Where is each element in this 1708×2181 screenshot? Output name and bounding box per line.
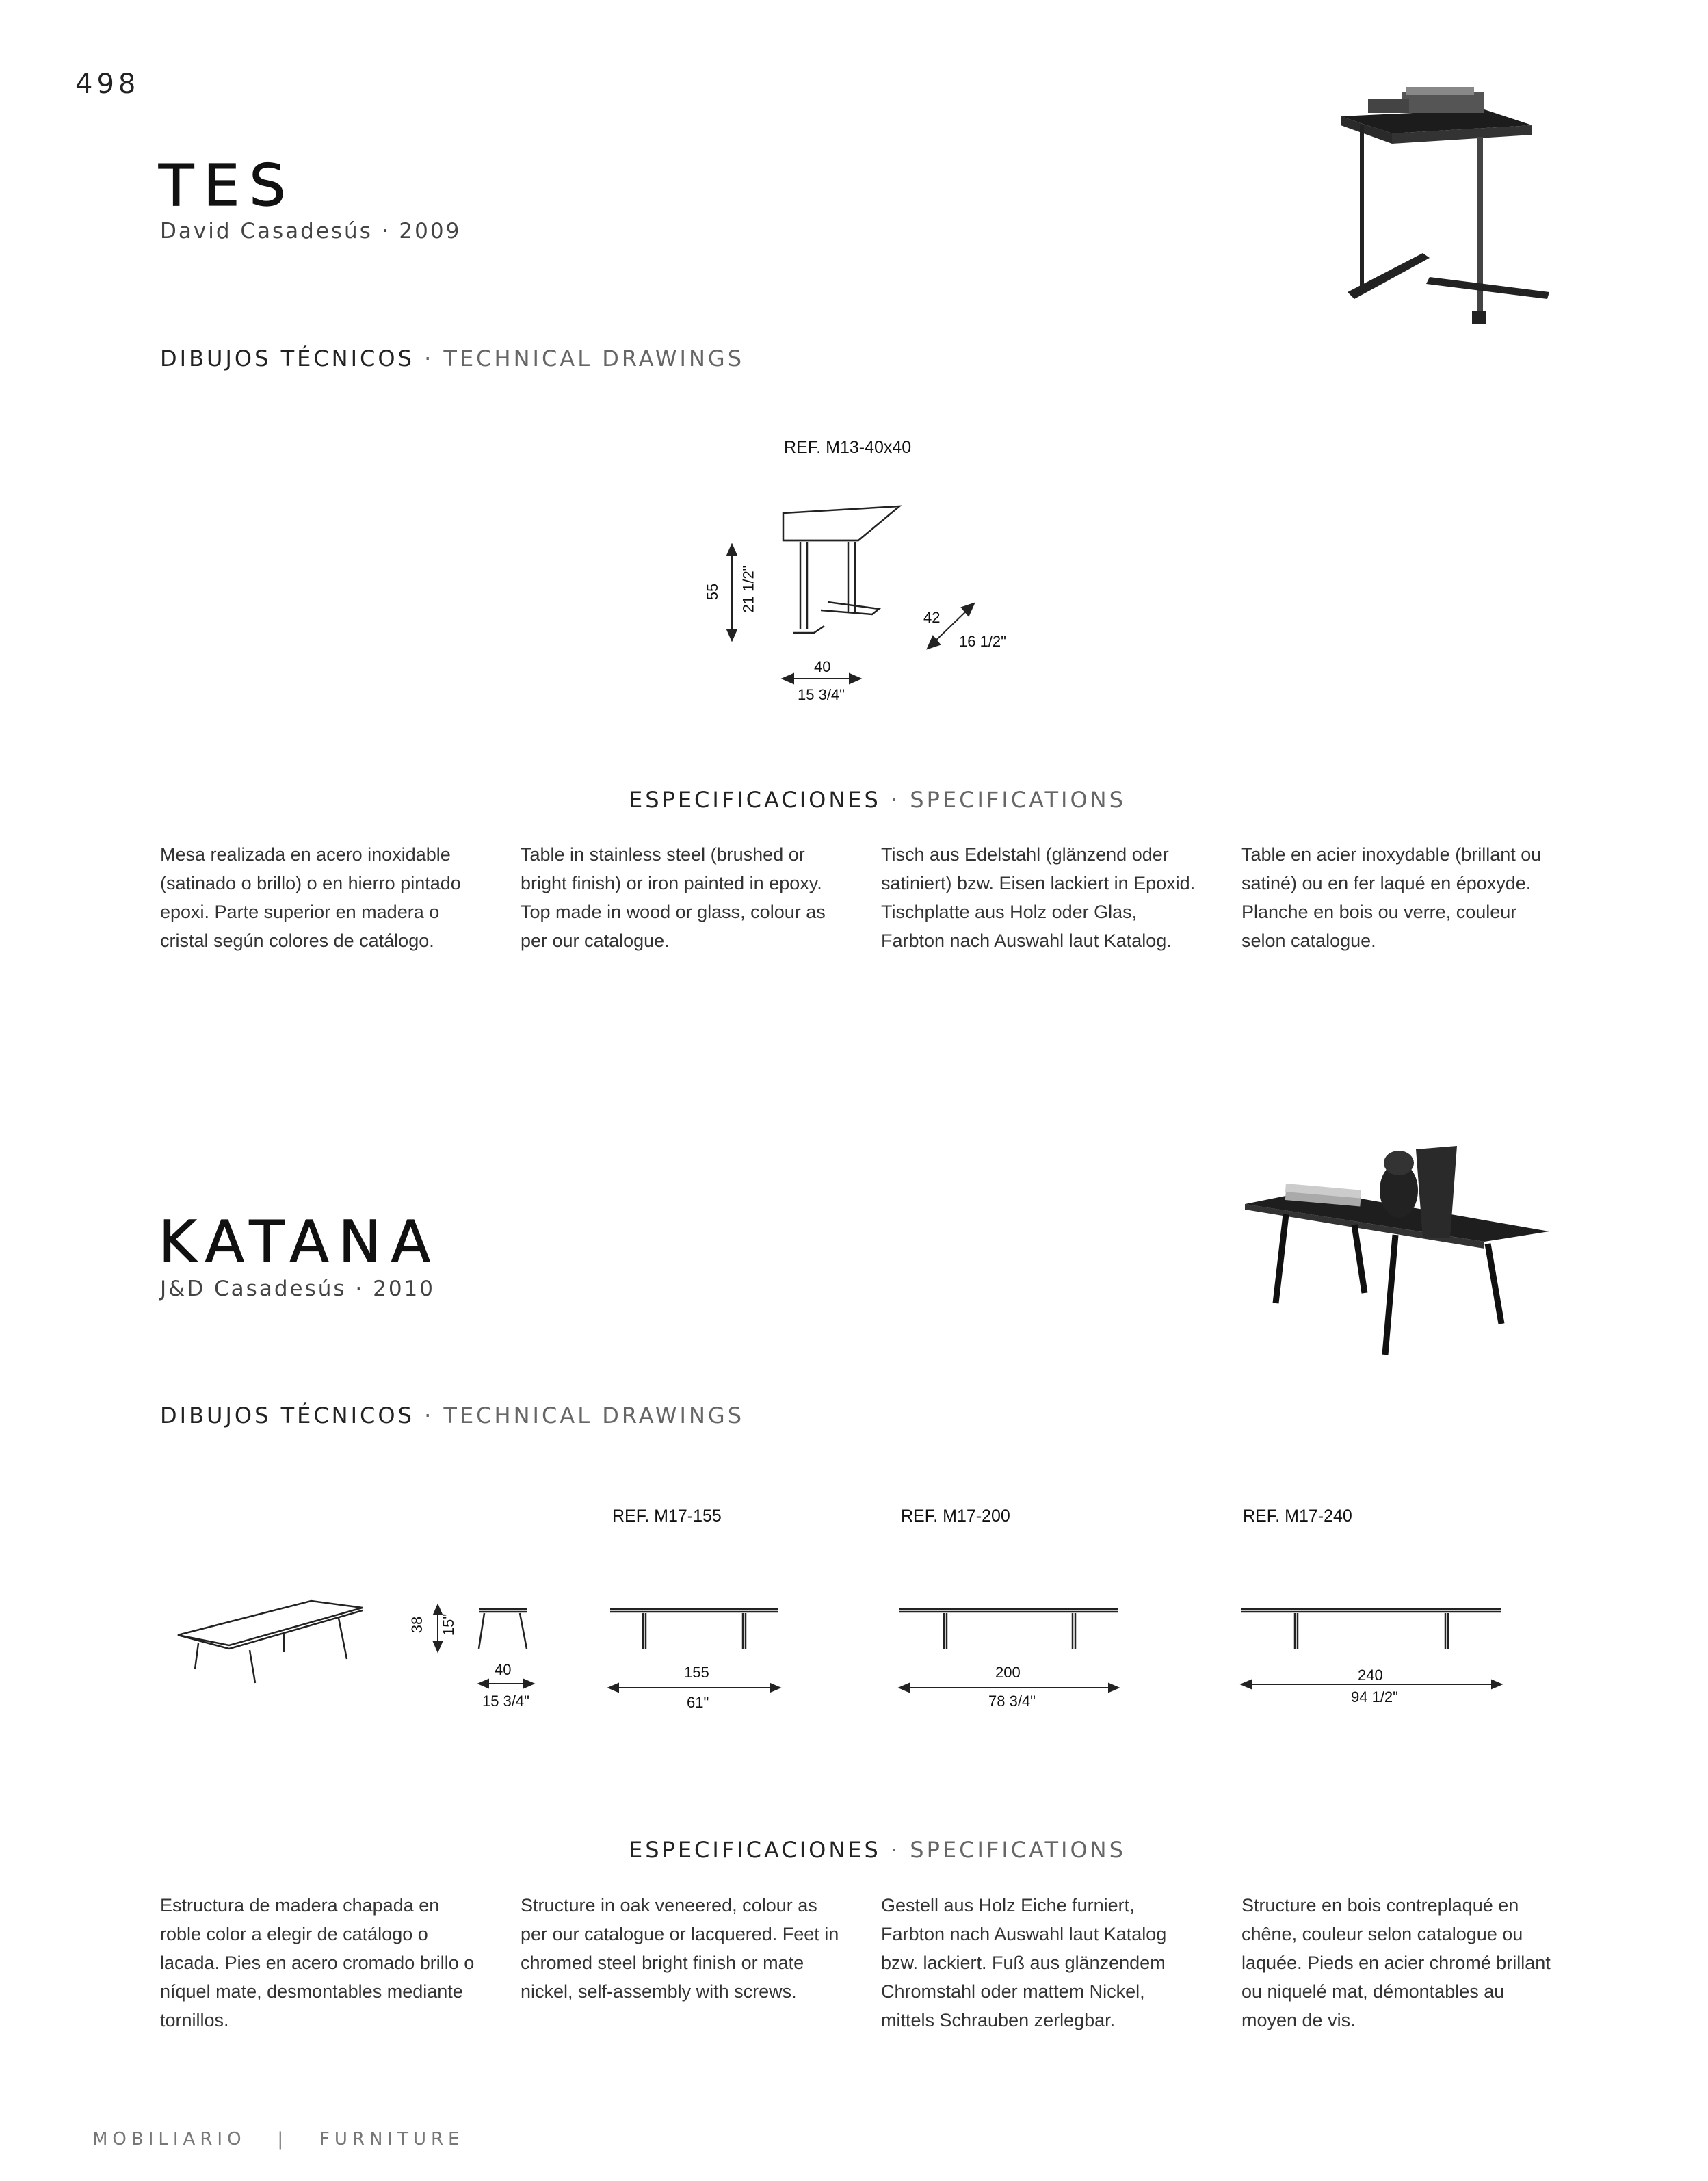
dim-width-cm-m17-200: 200: [995, 1664, 1021, 1681]
dim-height-in-katana: 15": [440, 1613, 458, 1636]
spec-text-es-katana: Estructura de madera chapada en roble color a elegir de catálogo o lacada. Pies en acero cromado brillo o níquel mate, desmontables mediante tornillos.: [160, 1895, 475, 2030]
product-title-tes: TES: [159, 152, 295, 219]
tes-product-photo: [1327, 79, 1546, 352]
heading-en: TECHNICAL DRAWINGS: [443, 345, 745, 371]
page-number: 498: [75, 68, 140, 100]
heading-separator: ·: [424, 1402, 434, 1428]
dim-width-in-m17-200: 78 3/4": [988, 1693, 1036, 1710]
ref-label-tes: REF. M13-40x40: [784, 438, 912, 457]
spec-text-de-tes: Tisch aus Edelstahl (glänzend oder satiniert) bzw. Eisen lackiert in Epoxid. Tischplatte aus Holz oder Glas, Farbton nach Auswahl laut Katalog.: [881, 844, 1196, 951]
katana-side-drawing: [410, 1594, 547, 1690]
section-heading-specs-katana: [629, 1837, 1126, 1863]
spec-text-en-katana: Structure in oak veneered, colour as per our catalogue or lacquered. Feet in chromed steel bright finish or mate nickel, self-assembly with screws.: [521, 1895, 839, 2002]
spec-text-de-katana: Gestell aus Holz Eiche furniert, Farbton nach Auswahl laut Katalog bzw. lackiert. Fuß aus glänzendem Chromstahl oder mattem Nickel, mittels Schrauben zerlegbar.: [881, 1895, 1167, 2030]
heading-es: ESPECIFICACIONES: [629, 1837, 881, 1863]
dim-width-cm-m17-155: 155: [684, 1664, 709, 1681]
ref-label-m17-200: REF. M17-200: [901, 1506, 1010, 1526]
ref-drawing-m17-200: [893, 1594, 1125, 1703]
section-heading-specs-tes: [629, 787, 1126, 813]
ref-drawing-m17-155: [602, 1594, 787, 1703]
heading-es: DIBUJOS TÉCNICOS: [160, 345, 415, 371]
ref-label-m17-155: REF. M17-155: [612, 1506, 722, 1526]
heading-separator: ·: [890, 787, 901, 813]
dim-width-cm-tes: 40: [814, 658, 831, 675]
dim-width-in-tes: 15 3/4": [798, 686, 845, 703]
heading-separator: ·: [890, 1837, 901, 1863]
dim-height-cm-tes: 55: [704, 583, 722, 601]
spec-text-fr-tes: Table en acier inoxydable (brillant ou satiné) ou en fer laqué en époxyde. Planche en bois ou verre, couleur selon catalogue.: [1241, 844, 1542, 951]
section-heading-drawings-katana: [160, 1402, 744, 1428]
footer-left: MOBILIARIO: [92, 2129, 246, 2150]
dim-width-cm-m17-240: 240: [1358, 1667, 1383, 1684]
dim-height-in-tes: 21 1/2": [739, 565, 757, 613]
dim-depth-cm-katana: 40: [495, 1661, 512, 1678]
footer-divider: |: [277, 2129, 289, 2150]
heading-en: TECHNICAL DRAWINGS: [443, 1402, 745, 1428]
product-designer-katana: J&D Casadesús · 2010: [160, 1277, 435, 1301]
dim-width-in-m17-240: 94 1/2": [1351, 1688, 1398, 1706]
spec-text-fr-katana: Structure en bois contreplaqué en chêne, couleur selon catalogue ou laquée. Pieds en acier chromé brillant ou niquelé mat, démontables au moyen de vis.: [1241, 1895, 1551, 2030]
spec-text-en-tes: Table in stainless steel (brushed or bright finish) or iron painted in epoxy. Top made in wood or glass, colour as per our catalogue.: [521, 844, 826, 951]
page-footer: [92, 2129, 464, 2150]
dim-width-in-m17-155: 61": [687, 1694, 709, 1711]
heading-es: ESPECIFICACIONES: [629, 787, 881, 813]
heading-es: DIBUJOS TÉCNICOS: [160, 1402, 415, 1428]
product-designer-tes: David Casadesús · 2009: [160, 219, 462, 244]
section-heading-drawings-tes: [160, 345, 744, 371]
spec-text-es-tes: Mesa realizada en acero inoxidable (satinado o brillo) o en hierro pintado epoxi. Parte superior en madera o cristal según colores de catálogo.: [160, 844, 461, 951]
dim-height-cm-katana: 38: [408, 1616, 426, 1634]
ref-drawing-m17-240: [1235, 1594, 1508, 1703]
dim-depth-in-katana: 15 3/4": [482, 1693, 529, 1710]
katana-product-photo: [1245, 1136, 1553, 1361]
footer-right: FURNITURE: [319, 2129, 464, 2150]
heading-separator: ·: [424, 345, 434, 371]
dim-depth-cm-tes: 42: [923, 609, 941, 626]
product-title-katana: KATANA: [159, 1208, 441, 1275]
katana-perspective-drawing: [174, 1594, 366, 1697]
dim-depth-in-tes: 16 1/2": [959, 633, 1006, 650]
heading-en: SPECIFICATIONS: [910, 1837, 1126, 1863]
heading-en: SPECIFICATIONS: [910, 787, 1126, 813]
ref-label-m17-240: REF. M17-240: [1243, 1506, 1352, 1526]
